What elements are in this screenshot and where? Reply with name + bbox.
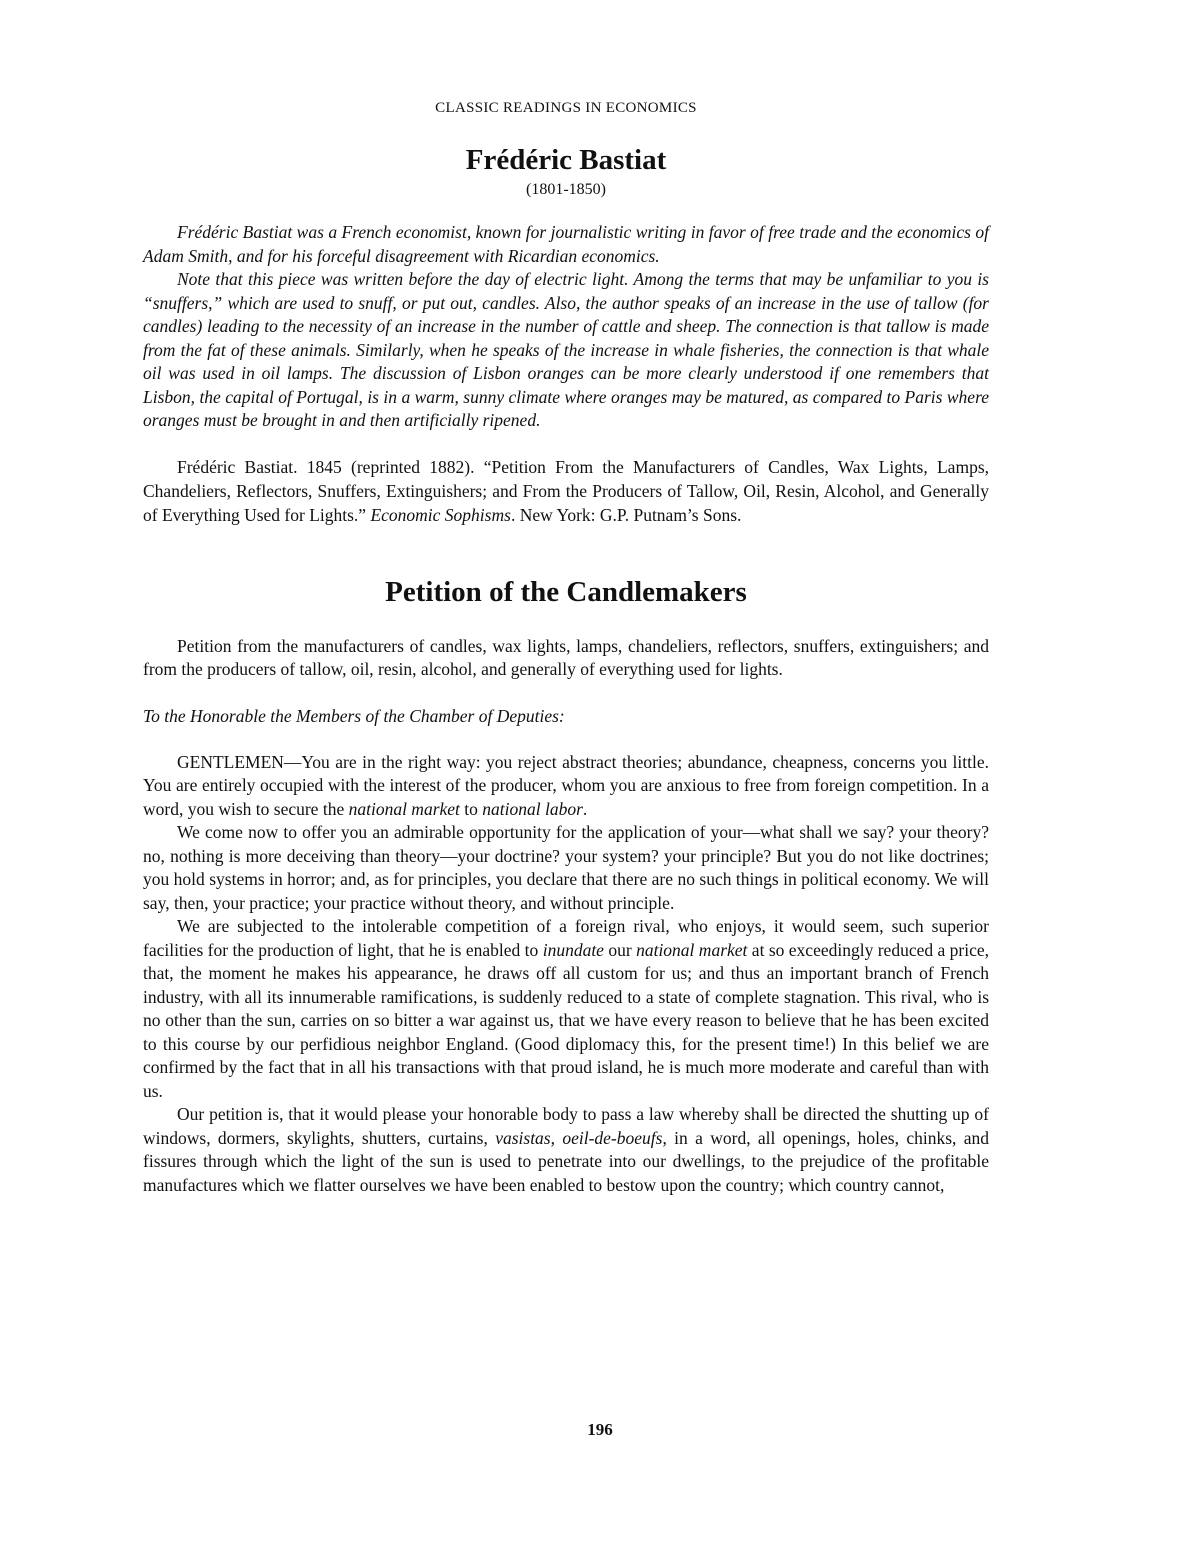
body-paragraph: We come now to offer you an admirable opportunity for the application of your—what shall we say? your theory? no, nothing is more deceiving than theory—your doctrine? your system? your principle? But you do not like doctrines; you hold systems in horror; and, as for principles, you declare that there are no such things in political economy. We will say, then, your practice; your practice without theory, and without principle. — [143, 822, 989, 913]
body-text: Our petition is, that it would please your honorable body to pass a law whereby shall be directed the shutting up of windows, dormers, skylights, shutters, curtains, — [143, 1104, 989, 1148]
citation — [143, 455, 989, 527]
body-text: GENTLEMEN—You are in the right way: you reject abstract theories; abundance, cheapness, concerns you little. You are entirely occupied with the interest of the producer, whom you are anxious to free from foreign competition. In a word, you wish to secure the — [143, 751, 989, 819]
body-paragraph — [143, 915, 989, 1103]
introduction — [143, 221, 989, 433]
body-text: We are subjected to the intolerable competition of a foreign rival, who enjoys, it would seem, such superior facilities for the production of light, that he is enabled to — [143, 916, 989, 960]
author-name: Frédéric Bastiat — [465, 144, 667, 176]
page-number: 196 — [587, 1420, 613, 1439]
citation-source: Economic Sophisms — [370, 504, 511, 525]
emphasis-text: national market — [636, 939, 748, 960]
body-text: our — [603, 939, 637, 960]
emphasis-text: national labor — [482, 798, 583, 819]
citation-text: Frédéric Bastiat. 1845 (reprinted 1882). “Petition From the Manufacturers of Candles, Wax Lights, Lamps, Chandeliers, Reflectors, Snuffers, Extinguishers; and From the Producers of Tallow, Oil, Resin, Alcohol, and Generally of Everything Used for Lights.” — [143, 456, 989, 525]
emphasis-text: national market — [348, 798, 460, 819]
emphasis-text: vasistas — [495, 1127, 551, 1148]
citation-publisher: . New York: G.P. Putnam’s Sons. — [510, 504, 742, 525]
running-head: CLASSIC READINGS IN ECONOMICS — [435, 100, 697, 116]
document-page — [143, 100, 989, 1197]
emphasis-text: inundate — [542, 939, 604, 960]
body-paragraph — [143, 1103, 989, 1197]
intro-paragraph: Note that this piece was written before the day of electric light. Among the terms that may be unfamiliar to you is “snuffers,” which are used to snuff, or put out, candles. Also, the author speaks of an increase in the use of tallow (for candles) leading to the necessity of an increase in the number of cattle and sheep. The connection is that tallow is made from the fat of these animals. Similarly, when he speaks of the increase in whale fisheries, the connection is that whale oil was used in oil lamps. The discussion of Lisbon oranges can be more clearly understood if one remembers that Lisbon, the capital of Portugal, is in a warm, sunny climate where oranges may be matured, as compared to Paris where oranges must be brought in and then artificially ripened. — [143, 269, 989, 430]
salutation: To the Honorable the Members of the Chamber of Deputies: — [143, 705, 565, 726]
body-text: , in a word, all openings, holes, chinks, and fissures through which the light of the sun is used to penetrate into our dwellings, to the prejudice of the profitable manufactures which we flatter ourselves we have been enabled to bestow upon the country; which country cannot, — [143, 1127, 989, 1195]
author-dates: (1801-1850) — [526, 181, 606, 198]
opening-paragraph: Petition from the manufacturers of candles, wax lights, lamps, chandeliers, reflectors, snuffers, extinguishers; and from the producers of tallow, oil, resin, alcohol, and generally of everything used for lights. — [143, 635, 989, 679]
body-text: , — [550, 1127, 563, 1148]
intro-paragraph: Frédéric Bastiat was a French economist, known for journalistic writing in favor of free trade and the economics of Adam Smith, and for his forceful disagreement with Ricardian economics. — [143, 222, 989, 266]
body-text: . — [582, 798, 588, 819]
body-text: at so exceedingly reduced a price, that, the moment he makes his appearance, he draws off all custom for us; and thus an important branch of French industry, with all its innumerable ramifications, is suddenly reduced to a state of complete stagnation. This rival, who is no other than the sun, carries on so bitter a war against us, that we have every reason to believe that he has been excited to this course by our perfidious neighbor England. (Good diplomacy this, for the present time!) In this belief we are confirmed by the fact that in all his transactions with that proud island, he is much more moderate and careful than with us. — [143, 939, 990, 1101]
body-paragraph — [143, 751, 989, 822]
body-text: to — [459, 798, 483, 819]
essay-title: Petition of the Candlemakers — [385, 575, 747, 608]
emphasis-text: oeil-de-boeufs — [562, 1127, 663, 1148]
